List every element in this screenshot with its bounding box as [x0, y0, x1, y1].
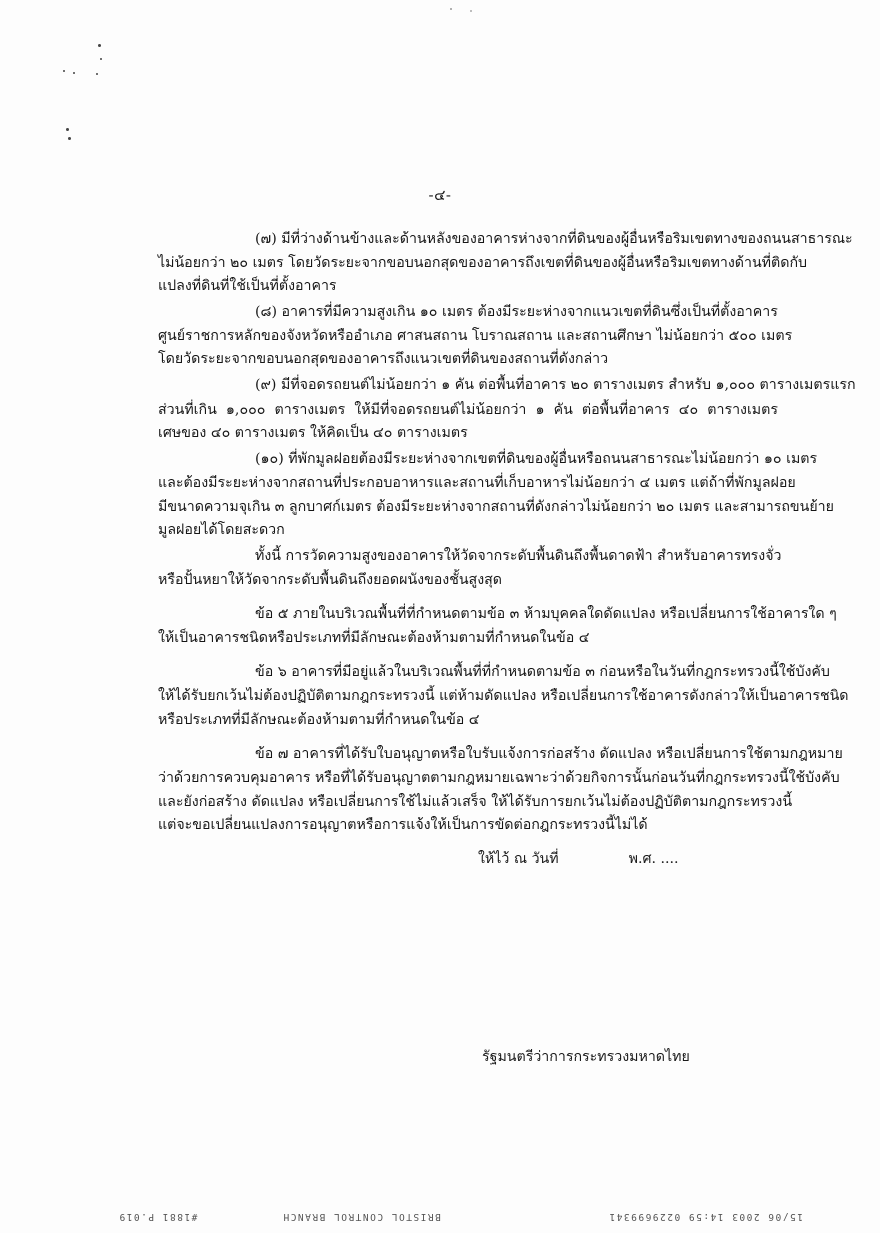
article-6-line-3: หรือประเภทที่มีลักษณะต้องห้ามตามที่กำหนดในข้อ ๔	[158, 712, 480, 728]
paragraph-9-line-1: (๙) มีที่จอดรถยนต์ไม่น้อยกว่า ๑ คัน ต่อพื้นที่อาคาร ๒๐ ตารางเมตร สำหรับ ๑,๐๐๐ ตารางเมตรแรก	[255, 377, 856, 393]
paragraph-10-line-3: มีขนาดความจุเกิน ๓ ลูกบาศก์เมตร ต้องมีระยะห่างจากสถานที่ดังกล่าวไม่น้อยกว่า ๒๐ เมตร และสามารถขนย้าย	[158, 499, 834, 515]
paragraph-9-line-2: ส่วนที่เกิน ๑,๐๐๐ ตารางเมตร ให้มีที่จอดรถยนต์ไม่น้อยกว่า ๑ คัน ต่อพื้นที่อาคาร ๔๐ ตารางเมตร	[158, 402, 778, 418]
paragraph-10-line-1: (๑๐) ที่พักมูลฝอยต้องมีระยะห่างจากเขตที่ดินของผู้อื่นหรือถนนสาธารณะไม่น้อยกว่า ๑๐ เมตร	[255, 451, 818, 467]
article-5-line-2: ให้เป็นอาคารชนิดหรือประเภทที่มีลักษณะต้องห้ามตามที่กำหนดในข้อ ๔	[158, 630, 590, 646]
fax-transmission-stamp: 15/06 2003 14:59 0229699341	[608, 1211, 803, 1222]
article-5-line-1: ข้อ ๕ ภายในบริเวณพื้นที่ที่กำหนดตามข้อ ๓ ห้ามบุคคลใดดัดแปลง หรือเปลี่ยนการใช้อาคารใด ๆ	[255, 606, 837, 622]
buddhist-era-label: พ.ศ. ....	[628, 851, 679, 867]
paragraph-7-line-1: (๗) มีที่ว่างด้านข้างและด้านหลังของอาคารห่างจากที่ดินของผู้อื่นหรือริมเขตทางของถนนสาธารณะ	[255, 231, 853, 247]
height-note-line-1: ทั้งนี้ การวัดความสูงของอาคารให้วัดจากระดับพื้นดินถึงพื้นดาดฟ้า สำหรับอาคารทรงจั่ว	[255, 548, 782, 564]
given-on-date	[478, 848, 679, 870]
scan-speck	[450, 8, 452, 10]
article-7-line-4: แต่จะขอเปลี่ยนแปลงการอนุญาตหรือการแจ้งให้เป็นการขัดต่อกฎกระทรวงนี้ไม่ได้	[158, 817, 648, 833]
article-7-line-1: ข้อ ๗ อาคารที่ได้รับใบอนุญาตหรือใบรับแจ้งการก่อสร้าง ดัดแปลง หรือเปลี่ยนการใช้ตามกฎหมาย	[255, 746, 843, 762]
scan-speck	[100, 58, 102, 60]
scan-speck	[98, 44, 101, 47]
paragraph-8-line-2: ศูนย์ราชการหลักของจังหวัดหรืออำเภอ ศาสนสถาน โบราณสถาน และสถานศึกษา ไม่น้อยกว่า ๕๐๐ เมตร	[158, 328, 793, 344]
scan-speck	[73, 72, 75, 74]
paragraph-7-line-3: แปลงที่ดินที่ใช้เป็นที่ตั้งอาคาร	[158, 278, 337, 294]
page-number: -๔-	[428, 186, 452, 204]
paragraph-7-line-2: ไม่น้อยกว่า ๒๐ เมตร โดยวัดระยะจากขอบนอกสุดของอาคารถึงเขตที่ดินของผู้อื่นหรือริมเขตทางด้านที่ติดกับ	[158, 255, 808, 271]
article-6-line-2: ให้ได้รับยกเว้นไม่ต้องปฏิบัติตามกฎกระทรวงนี้ แต่ห้ามดัดแปลง หรือเปลี่ยนการใช้อาคารดังกล่าวให้เป็นอาคารชนิด	[158, 688, 849, 704]
signatory-title: รัฐมนตรีว่าการกระทรวงมหาดไทย	[482, 1049, 690, 1065]
height-note-line-2: หรือปั้นหยาให้วัดจากระดับพื้นดินถึงยอดผนังของชั้นสูงสุด	[158, 572, 503, 588]
scan-speck	[63, 70, 65, 72]
article-6-line-1: ข้อ ๖ อาคารที่มีอยู่แล้วในบริเวณพื้นที่ที่กำหนดตามข้อ ๓ ก่อนหรือในวันที่กฎกระทรวงนี้ใช้บังคับ	[255, 664, 830, 680]
paragraph-8-line-3: โดยวัดระยะจากขอบนอกสุดของอาคารถึงแนวเขตที่ดินของสถานที่ดังกล่าว	[158, 351, 609, 367]
article-7-line-2: ว่าด้วยการควบคุมอาคาร หรือที่ได้รับอนุญาตตามกฎหมายเฉพาะว่าด้วยกิจการนั้นก่อนวันที่กฎกระทรวงนี้ใช้บังคับ	[158, 770, 840, 786]
scan-speck	[66, 128, 69, 131]
scan-speck	[470, 10, 472, 12]
article-7-line-3: และยังก่อสร้าง ดัดแปลง หรือเปลี่ยนการใช้ไม่แล้วเสร็จ ให้ได้รับการยกเว้นไม่ต้องปฏิบัติตามกฎกระทรวงนี้	[158, 794, 793, 810]
fax-page-code: #1881 P.019	[118, 1211, 198, 1222]
given-on-label: ให้ไว้ ณ วันที่	[478, 851, 559, 867]
scan-speck	[96, 73, 98, 75]
scan-speck	[68, 137, 71, 140]
fax-program-name: BRISTOL CONTROL BRANCH	[282, 1211, 441, 1222]
paragraph-8-line-1: (๘) อาคารที่มีความสูงเกิน ๑๐ เมตร ต้องมีระยะห่างจากแนวเขตที่ดินซึ่งเป็นที่ตั้งอาคาร	[255, 304, 778, 320]
paragraph-10-line-2: และต้องมีระยะห่างจากสถานที่ประกอบอาหารและสถานที่เก็บอาหารไม่น้อยกว่า ๔ เมตร แต่ถ้าที่พักมูลฝอย	[158, 475, 796, 491]
paragraph-9-line-3: เศษของ ๔๐ ตารางเมตร ให้คิดเป็น ๔๐ ตารางเมตร	[158, 425, 468, 441]
fax-transmission-footer	[0, 1211, 880, 1227]
paragraph-10-line-4: มูลฝอยได้โดยสะดวก	[158, 522, 285, 538]
